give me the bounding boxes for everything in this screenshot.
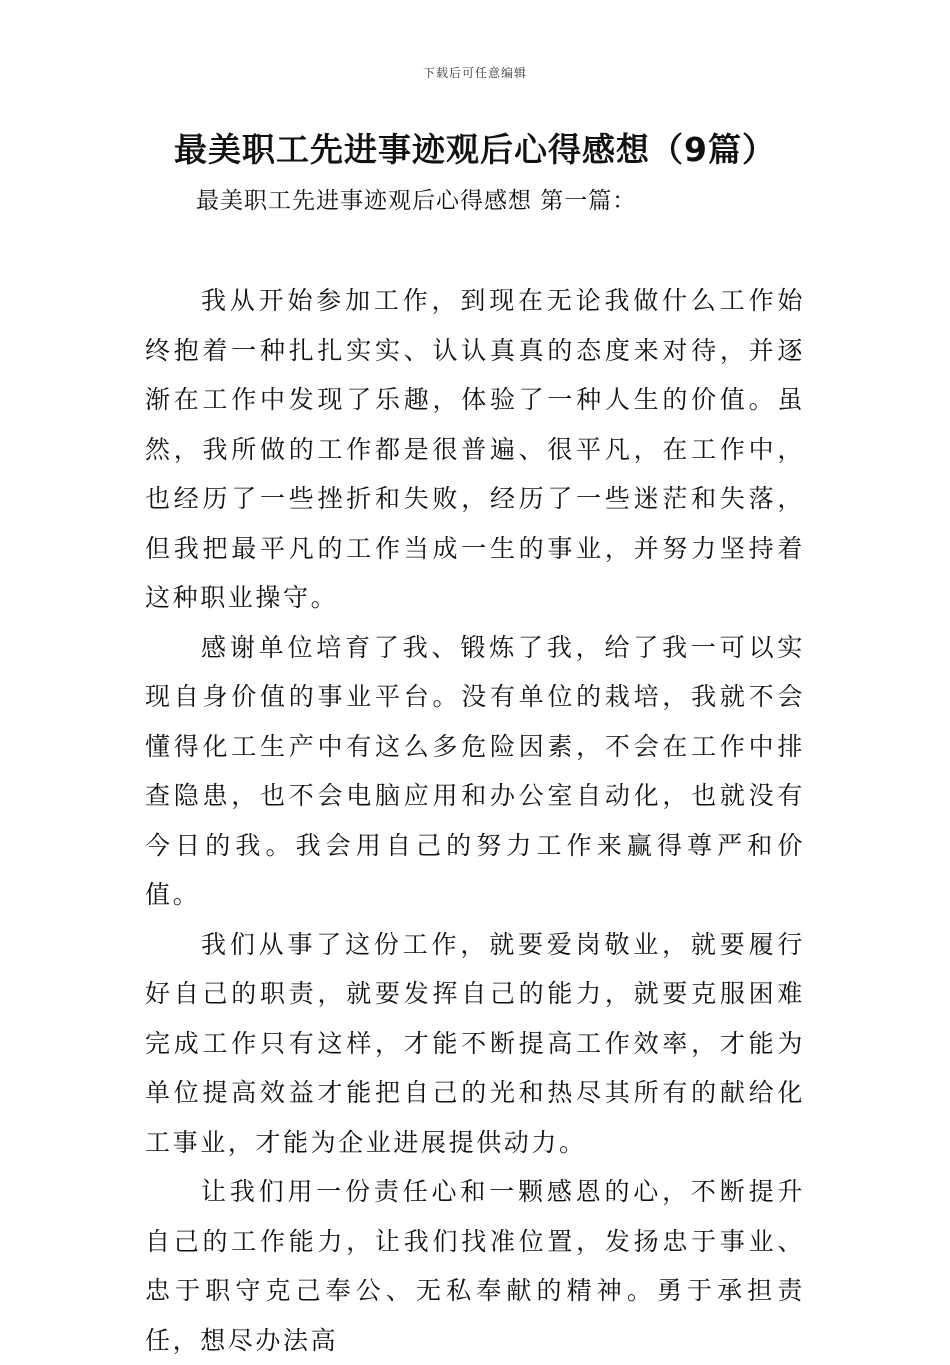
- document-title: 最美职工先进事迹观后心得感想（9篇）: [174, 130, 776, 169]
- document-body: [145, 276, 805, 1365]
- section-subtitle: 最美职工先进事迹观后心得感想 第一篇：: [196, 188, 637, 214]
- paragraph-4: 让我们用一份责任心和一颗感恩的心，不断提升自己的工作能力，让我们找准位置，发扬忠于事业、忠于职守克己奉公、无私奉献的精神。勇于承担责任，想尽办法高: [145, 1177, 805, 1355]
- paragraph-2: 感谢单位培育了我、锻炼了我，给了我一可以实现自身价值的事业平台。没有单位的栽培，我就不会懂得化工生产中有这么多危险因素，不会在工作中排查隐患，也不会电脑应用和办公室自动化，也就没有今日的我。我会用自己的努力工作来赢得尊严和价值。: [145, 632, 805, 909]
- header-note: 下载后可任意编辑: [422, 66, 527, 80]
- paragraph-3: 我们从事了这份工作，就要爱岗敬业，就要履行好自己的职责，就要发挥自己的能力，就要克服困难完成工作只有这样，才能不断提高工作效率，才能为单位提高效益才能把自己的光和热尽其所有的献给化工事业，才能为企业进展提供动力。: [145, 929, 805, 1157]
- paragraph-1: 我从开始参加工作，到现在无论我做什么工作始终抱着一种扎扎实实、认认真真的态度来对待，并逐渐在工作中发现了乐趣，体验了一种人生的价值。虽然，我所做的工作都是很普遍、很平凡，在工作中，也经历了一些挫折和失败，经历了一些迷茫和失落，但我把最平凡的工作当成一生的事业，并努力坚持着这种职业操守。: [145, 286, 805, 612]
